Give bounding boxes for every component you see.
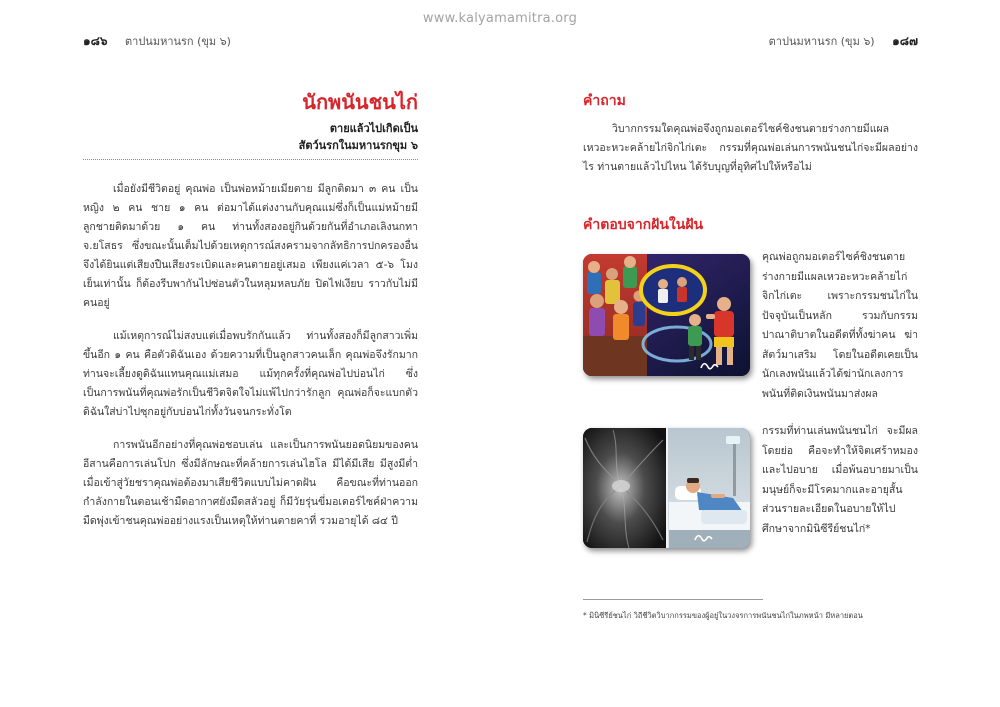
footnote-rule — [583, 599, 763, 600]
left-running-header — [83, 32, 231, 51]
story-paragraph: การพนันอีกอย่างที่คุณพ่อชอบเล่น และเป็นการพนันยอดนิยมของคนอีสานคือการเล่นโปก ซึ่งมีลักษณะที่คล้ายการเล่นไฮโล มีได้มีเสีย มีสูงมีต่ำ เมื่อเข้าสู่วัยชราคุณพ่อต้องมาเสียชีวิตแบบไม่คาดฝัน คือขณะที่ท่านออกกำลังกายในตอนเช้ามืดอากาศยังมืดสลัวอยู่ ก็มีวัยรุ่นขี่มอเตอร์ไซค์ฝ่าความมืดพุ่งเข้าชนคุณพ่ออย่างแรงเป็นเหตุให้ท่านตายคาที่ รวมอายุได้ ๘๔ ปี — [83, 439, 418, 527]
story-body — [83, 180, 418, 545]
left-running-head: ตาปนมหานรก (ขุม ๖) — [125, 35, 231, 48]
cockfight-artwork — [583, 254, 750, 376]
subtitle-line: สัตว์นรกในมหานรกขุม ๖ — [298, 139, 418, 152]
right-running-header — [769, 32, 918, 51]
dotted-divider — [83, 159, 418, 160]
right-running-head: ตาปนมหานรก (ขุม ๖) — [768, 35, 875, 48]
footnote: * มินิซีรีย์ชนไก่ วิถีชีวิตวิบากกรรมของผู้อยู่ในวงจรการพนันชนไก่ในภพหน้า มีหลายตอน — [583, 611, 863, 620]
story-subtitle — [83, 120, 418, 154]
crowd-group — [583, 254, 647, 376]
question-body — [583, 120, 918, 177]
cockfight-illustration — [583, 254, 750, 376]
story-title: นักพนันชนไก่ — [302, 90, 418, 114]
hospital-panel — [668, 428, 750, 548]
question-heading: คำถาม — [583, 93, 626, 109]
watermark-url: www.kalyamamitra.org — [422, 11, 578, 26]
spotlight-ring — [641, 266, 705, 314]
smoke-panel — [583, 428, 666, 548]
hospital-artwork — [583, 428, 750, 548]
question-paragraph: วิบากกรรมใดคุณพ่อจึงถูกมอเตอร์ไซค์ชิงชนตายร่างกายมีแผลเหวอะหวะคล้ายไก่จิกไก่เตะ กรรมที่คุณพ่อเล่นการพนันชนไก่จะมีผลอย่างไร ท่านตายแล้วไปไหน ได้รับบุญที่อุทิศไปให้หรือไม่ — [583, 123, 918, 173]
left-page-number: ๑๘๖ — [83, 34, 108, 48]
story-paragraph: แม้เหตุการณ์ไม่สงบแต่เมื่อพบรักกันแล้ว ท่านทั้งสองก็มีลูกสาวเพิ่มขึ้นอีก ๑ คน คือตัวดิฉันเอง ด้วยความที่เป็นลูกสาวคนเล็ก คุณพ่อจึงรักมาก ท่านจะเลี้ยงดูดิฉันแทนคุณแม่เสมอ แม้ทุกครั้งที่คุณพ่อไปบ่อนไก่ ซึ่งเป็นการพนันที่คุณพ่อรักเป็นชีวิตจิตใจไม่แพ้ไปกว่ารักลูก คุณพ่อก็จะแบกตัวดิฉันใส่บ่าไปซุกอยู่กับบ่อนไก่ทั้งวันจนกระทั่งโต — [83, 330, 418, 418]
answer-text-2: กรรมที่ท่านเล่นพนันชนไก่ จะมีผลโดยย่อ คือจะทำให้จิตเศร้าหมองและไปอบาย เมื่อพ้นอบายมาเป็นมนุษย์ก็จะมีโรคมากและอายุสั้นส่วนรายละเอียดในอบายให้ไปศึกษาจากมินิซีรีย์ชนไก่* — [762, 425, 918, 535]
story-paragraph: เมื่อยังมีชีวิตอยู่ คุณพ่อ เป็นพ่อหม้ายเมียตาย มีลูกติดมา ๓ คน เป็นหญิง ๒ คน ชาย ๑ คน ต่อมาได้แต่งงานกับคุณแม่ซึ่งก็เป็นแม่หม้ายมีลูกชายติดมาด้วย ๑ คน ท่านทั้งสองอยู่กินด้วยกันที่อำเภอเลิงนกทา จ.ยโสธร ซึ่งขณะนั้นเต็มไปด้วยเหตุการณ์สงครามจากลัทธิการปกครองอื่น จึงได้ยินแต่เสียงปืนเสียงระเบิดและคนตายอยู่เสมอ เพียงแค่เวลา ๕-๖ โมงเย็นเท่านั้น ก็ต้องรีบพากันไปซ่อนตัวในหลุมหลบภัย ปิดไฟเงียบ ราวกับไม่มีคนอยู่ — [83, 183, 418, 309]
subtitle-line: ตายแล้วไปเกิดเป็น — [329, 122, 418, 135]
answer-text-1: คุณพ่อถูกมอเตอร์ไซค์ชิงชนตายร่างกายมีแผลเหวอะหวะคล้ายไก่จิกไก่เตะ เพราะกรรมชนไก่ในปัจจุบันเป็นหลัก รวมกับกรรมปาณาติบาตในอดีตที่ทั้งฆ่าคน ฆ่าสัตว์มาเสริม โดยในอดีตเคยเป็นนักเลงพนันแล้วได้ฆ่านักเลงการพนันที่ติดเงินพนันมาส่งผล — [762, 251, 918, 400]
answer-heading: คำตอบจากฝันในฝัน — [583, 217, 704, 233]
hospital-illustration — [583, 428, 750, 548]
right-page-number: ๑๘๗ — [892, 34, 918, 48]
